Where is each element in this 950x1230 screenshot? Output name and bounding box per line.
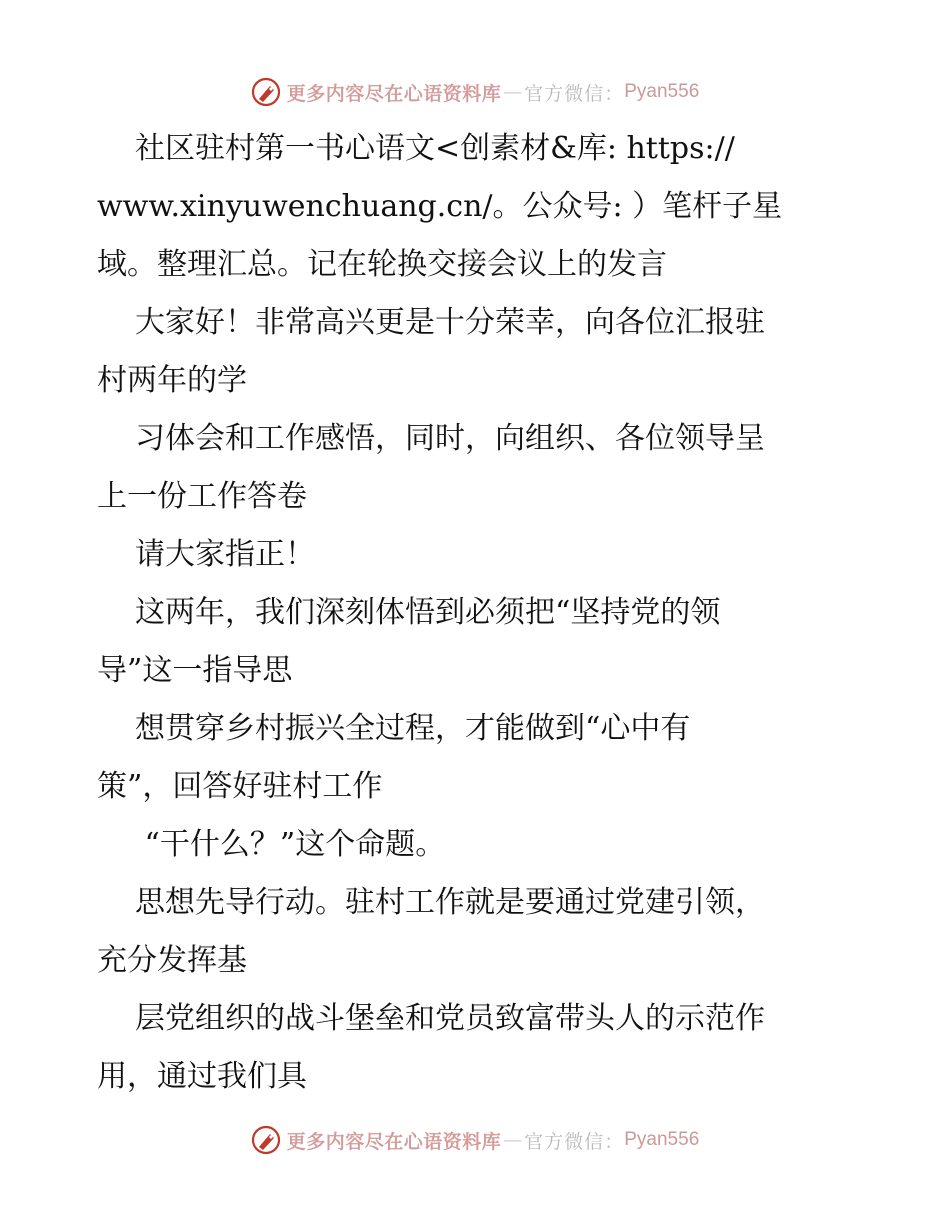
paragraph-rest: 用，通过我们具 — [97, 1059, 307, 1094]
paragraph — [97, 990, 867, 1106]
paragraph — [97, 700, 867, 816]
paragraph-rest: 导”这一指导思 — [97, 653, 293, 688]
paragraph-rest: 策”，回答好驻村工作 — [97, 769, 383, 804]
paragraph-line: 思想先导行动。驻村工作就是要通过党建引领， — [135, 885, 765, 920]
paragraph-rest: 上一份工作答卷 — [97, 479, 307, 514]
paragraph — [97, 120, 867, 294]
paragraph — [97, 410, 867, 526]
paragraph-rest: 充分发挥基 — [97, 943, 247, 978]
footer-wechat-label: 官方微信： — [524, 1130, 625, 1153]
paragraph — [97, 584, 867, 700]
pen-nib-logo-icon — [251, 77, 281, 107]
paragraph-line: 大家好！非常高兴更是十分荣幸，向各位汇报驻 — [135, 305, 765, 340]
footer-wechat-id: Pyan556 — [624, 1129, 700, 1150]
paragraph-rest: www.xinyuwenchuang.cn/。公众号: ）笔杆子星 域。整理汇总。记在轮换交接会议上的发言 — [97, 189, 783, 282]
paragraph-line: 层党组织的战斗堡垒和党员致富带头人的示范作 — [135, 1001, 765, 1036]
paragraph — [97, 294, 867, 410]
paragraph-line: 社区驻村第一书心语文<创素材&库: https:// — [135, 131, 735, 166]
footer-banner — [0, 1120, 950, 1160]
footer-brand-text: 更多内容尽在心语资料库 — [286, 1130, 502, 1153]
paragraph — [97, 816, 867, 874]
header-banner — [0, 72, 950, 112]
header-separator: — — [503, 81, 523, 103]
paragraph-rest: 村两年的学 — [97, 363, 247, 398]
header-brand-text: 更多内容尽在心语资料库 — [286, 82, 502, 105]
header-wechat-id: Pyan556 — [624, 81, 700, 102]
footer-separator: — — [503, 1129, 523, 1151]
paragraph-line: 想贯穿乡村振兴全过程，才能做到“心中有 — [135, 711, 691, 746]
paragraph — [97, 874, 867, 990]
paragraph-line: “干什么？”这个命题。 — [135, 827, 446, 862]
pen-nib-logo-icon — [251, 1125, 281, 1155]
paragraph-line: 这两年，我们深刻体悟到必须把“坚持党的领 — [135, 595, 721, 630]
header-wechat-label: 官方微信： — [524, 82, 625, 105]
paragraph-line: 请大家指正！ — [135, 537, 315, 572]
document-body — [97, 120, 867, 1106]
paragraph — [97, 526, 867, 584]
paragraph-line: 习体会和工作感悟，同时，向组织、各位领导呈 — [135, 421, 765, 456]
